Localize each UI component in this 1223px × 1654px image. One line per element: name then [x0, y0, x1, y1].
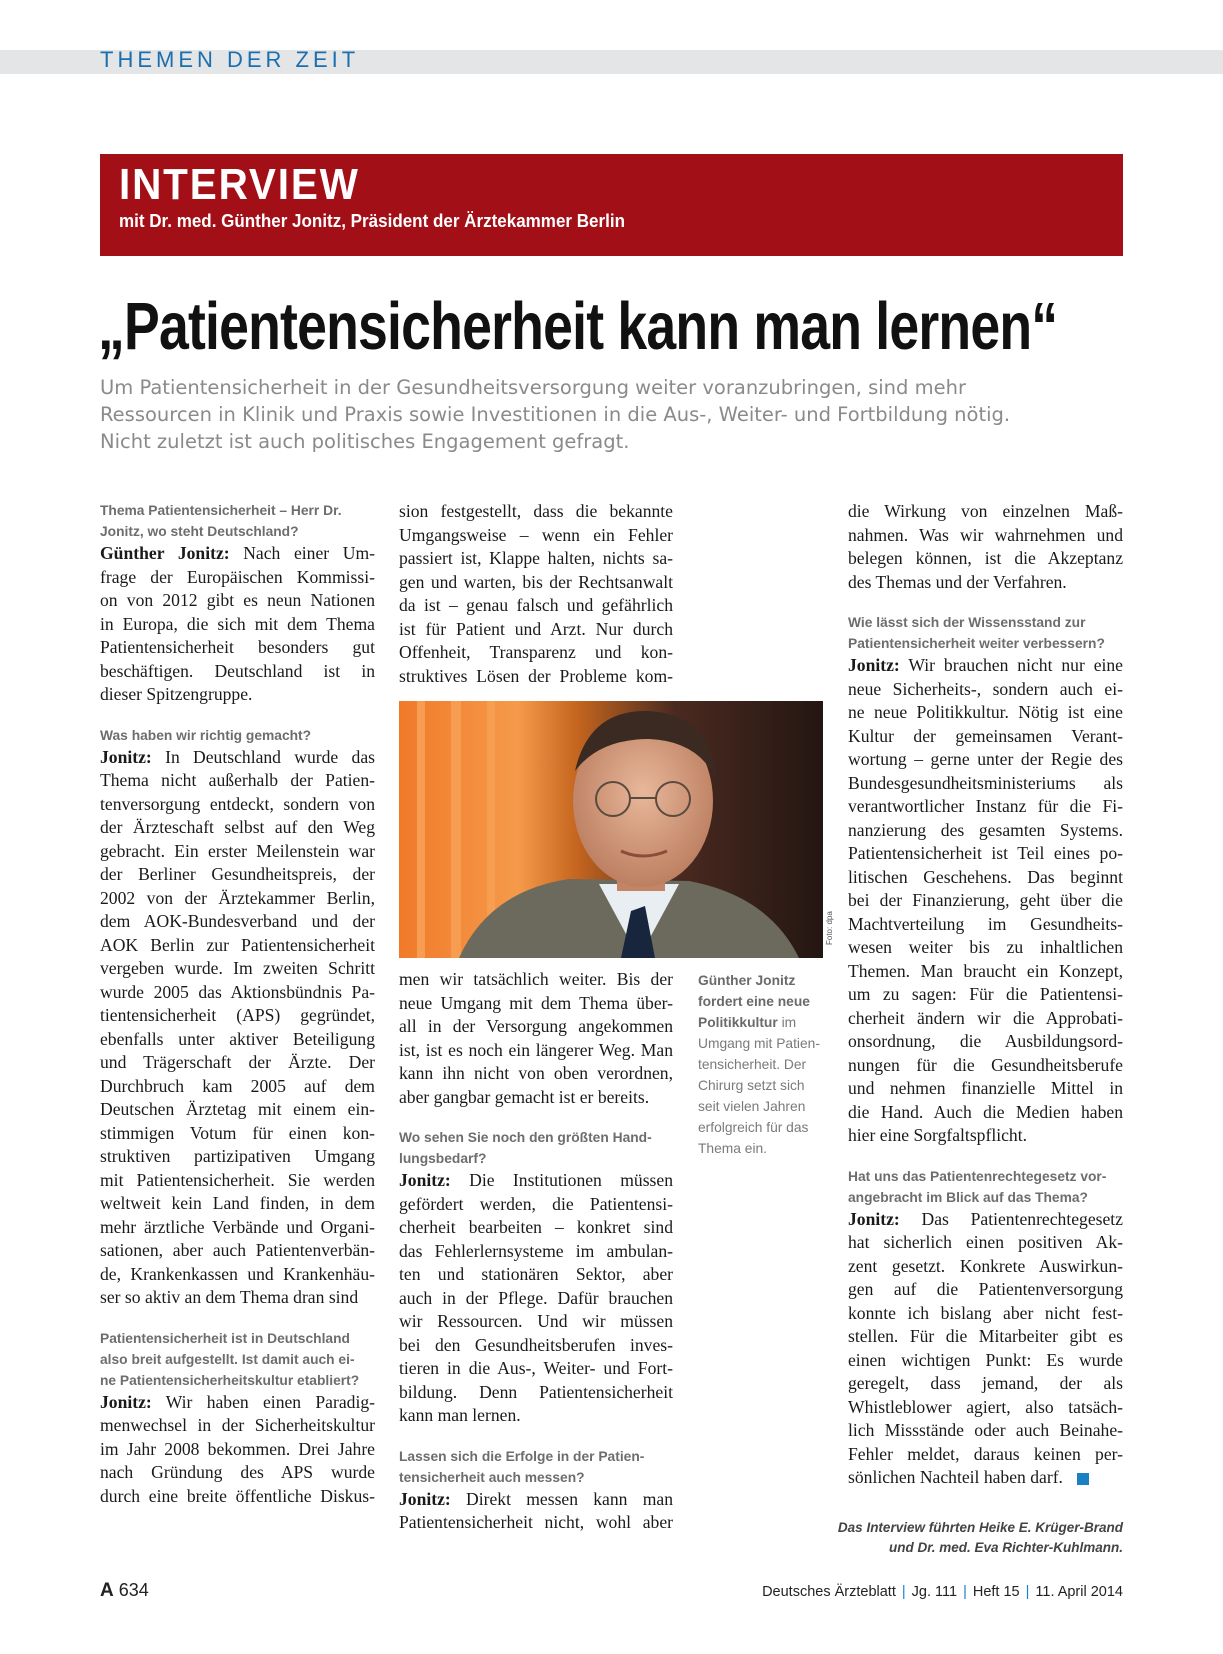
answer-7 [848, 1208, 1123, 1490]
question-4 [399, 1127, 673, 1169]
interview-credit [838, 1518, 1123, 1558]
answer-line: nanzierung des gesamten Systems. [848, 819, 1123, 840]
answer-line: tenversorgung entdeckt, sondern von [100, 793, 375, 814]
body-line: neue Umgang mit dem Thema über- [399, 992, 673, 1013]
banner-subtitle: mit Dr. med. Günther Jonitz, Präsident der Ärztekammer Berlin [119, 210, 625, 231]
answer-4 [399, 1169, 673, 1428]
answer-line: lich Missstände oder auch Beinahe- [848, 1420, 1123, 1440]
answer-line: auch in der Pflege. Dafür brauchen [399, 1287, 673, 1308]
body-line: nahmen. Was wir wahrnehmen und [848, 524, 1123, 545]
answer-line: wir Ressourcen. Und wir müssen [399, 1311, 673, 1331]
answer-line: bei der Finanzierung, geht über die [848, 890, 1123, 910]
answer-line: neue Sicherheits-, sondern auch ei- [848, 678, 1123, 699]
lead-paragraph [100, 374, 1100, 455]
answer-line: weltweit kein Land finden, in dem [100, 1193, 375, 1213]
question-1 [100, 500, 375, 542]
answer-line: dieser Spitzengruppe. [100, 684, 253, 704]
answer-line: 2002 von der Ärztekammer Berlin, [100, 887, 375, 908]
body-line: sion festgestellt, dass die bekannte [399, 501, 673, 521]
question-line: Hat uns das Patientenrechtegesetz vor- [848, 1168, 1107, 1184]
question-line: lungsbedarf? [399, 1151, 487, 1166]
answer-line: sationen, aber auch Patientenverbän- [100, 1240, 375, 1260]
caption-line: Chirurg setzt sich [698, 1078, 805, 1093]
column-1 [100, 500, 375, 1508]
question-line: ne Patientensicherheitskultur etabliert? [100, 1372, 360, 1388]
portrait-illustration [399, 701, 823, 958]
answer-line: frage der Europäischen Kommissi- [100, 566, 375, 587]
answer-line: im Jahr 2008 bekommen. Drei Jahre [100, 1438, 375, 1459]
answer-3 [100, 1391, 375, 1509]
journal-issue: Heft 15 [972, 1584, 1020, 1600]
answer-line: cherheit bearbeiten – konkret sind [399, 1217, 673, 1237]
answer-line: zent gesetzt. Konkrete Auswirkun- [848, 1255, 1123, 1276]
answer-line: und Trägerschaft der Ärzte. Der [100, 1052, 375, 1072]
answer-line: der Ärzteschaft selbst auf den Weg [100, 817, 375, 837]
answer-line: geregelt, dass jemand, der als [848, 1373, 1123, 1393]
answer-line: mit Patientensicherheit. Sie werden [100, 1169, 375, 1190]
journal-volume: Jg. 111 [911, 1584, 958, 1600]
answer-line: vergeben wurde. Im zweiten Schritt [100, 958, 375, 978]
answer-line: bildung. Denn Patientensicherheit [399, 1381, 673, 1402]
answer-line: wortung – gerne unter der Regie des [848, 749, 1123, 769]
answer-line: hat sicherlich einen positiven Ak- [848, 1232, 1123, 1252]
speaker-name: Jonitz: [848, 655, 900, 675]
answer-line: verantwortlicher Instanz für die Fi- [848, 796, 1123, 816]
answer-line: gebracht. Ein erster Meilenstein war [100, 840, 375, 861]
body-line: die Wirkung von einzelnen Maß- [848, 501, 1123, 521]
credit-line: Das Interview führten Heike E. Krüger-Brand [837, 1520, 1123, 1535]
body-line: da ist – genau falsch und gefährlich [399, 595, 673, 615]
column-3 [848, 500, 1123, 1490]
lead-line: Ressourcen in Klinik und Praxis sowie Investitionen in die Aus-, Weiter- und Fortbildung nötig. [100, 403, 1011, 426]
photo-caption [698, 970, 828, 1159]
answer-line: sönlichen Nachteil haben darf. [848, 1466, 1123, 1490]
speaker-name: Jonitz: [100, 746, 152, 767]
question-3 [100, 1328, 375, 1391]
body-line: des Themas und der Verfahren. [848, 571, 1067, 592]
answer-line: kann man lernen. [399, 1405, 521, 1425]
answer-line: ne neue Politikkultur. Nötig ist eine [848, 702, 1123, 722]
answer-line: Deutschen Ärztetag mit einem ein- [100, 1099, 375, 1119]
body-line: ist, ist es noch ein längerer Weg. Man [399, 1039, 673, 1060]
answer-line: on von 2012 gibt es neun Nationen [100, 590, 375, 610]
answer-line: Jonitz: Wir haben einen Paradig- [100, 1391, 375, 1412]
answer-line: hier eine Sorgfaltspflicht. [848, 1125, 1027, 1145]
question-6 [848, 612, 1123, 654]
answer-line: onsordnung, die Ausbildungsord- [848, 1031, 1123, 1051]
answer-line: Bundesgesundheitsministeriums als [848, 772, 1123, 793]
answer-line: beschäftigen. Deutschland ist in [100, 660, 375, 681]
answer-line: in Europa, die sich mit dem Thema [100, 613, 375, 634]
answer-line: nungen für die Gesundheitsberufe [848, 1054, 1123, 1075]
caption-line: tensicherheit. Der [698, 1057, 807, 1072]
interview-banner [100, 154, 1123, 256]
answer-line: Jonitz: In Deutschland wurde das [100, 746, 375, 767]
answer-1 [100, 542, 375, 707]
question-line: Was haben wir richtig gemacht? [100, 727, 312, 743]
caption-line: erfolgreich für das [698, 1120, 809, 1135]
answer-line: Thema nicht außerhalb der Patien- [100, 770, 375, 790]
headline: „Patientensicherheit kann man lernen“ [98, 289, 1058, 364]
answer-line: Jonitz: Wir brauchen nicht nur eine [848, 655, 1123, 675]
answer-line: Jonitz: Die Institutionen müssen [399, 1170, 673, 1190]
question-line: Wie lässt sich der Wissensstand zur [848, 615, 1086, 630]
answer-line: die Hand. Auch die Medien haben [848, 1101, 1123, 1122]
answer-5 [399, 1488, 673, 1535]
question-5 [399, 1446, 673, 1488]
body-line: Umgangsweise – wenn ein Fehler [399, 524, 673, 545]
body-line: belegen können, ist die Akzeptanz [848, 548, 1123, 568]
answer-line: ebenfalls unter aktiver Beteiligung [100, 1028, 375, 1049]
body-line: gen und warten, bis der Rechtsanwalt [399, 571, 673, 592]
speaker-name: Jonitz: [848, 1208, 900, 1229]
answer-line: konnte ich bislang aber nicht fest- [848, 1302, 1123, 1323]
answer-line: dem AOK-Bundesverband und der [100, 911, 375, 931]
answer-line: nach Gründung des APS wurde [100, 1462, 375, 1482]
question-line: Patientensicherheit weiter verbessern? [848, 636, 1105, 651]
body-line: passiert ist, Klappe halten, nichts sa- [399, 548, 673, 568]
answer-line: struktiven partizipativen Umgang [100, 1146, 375, 1166]
question-line: Lassen sich die Erfolge in der Patien- [399, 1448, 645, 1464]
answer-line: Fehler meldet, daraus keinen per- [848, 1443, 1123, 1464]
body-line: aber gangbar gemacht ist er bereits. [399, 1086, 650, 1107]
answer-line: tientensicherheit (APS) gegründet, [100, 1005, 375, 1025]
column-2-top [399, 500, 673, 688]
question-line: also breit aufgestellt. Ist damit auch ei- [100, 1351, 355, 1367]
caption-line: seit vielen Jahren [698, 1099, 806, 1114]
speaker-name: Jonitz: [399, 1170, 451, 1190]
answer-line: gen auf die Patientenversorgung [848, 1279, 1123, 1299]
answer-line: Patientensicherheit nicht, wohl aber [399, 1512, 673, 1532]
question-line: Thema Patientensicherheit – Herr Dr. [100, 503, 342, 518]
answer-line: Kultur der gemeinsamen Verant- [848, 725, 1123, 746]
end-square-icon [1077, 1473, 1089, 1485]
lead-line: Nicht zuletzt ist auch politisches Engagement gefragt. [100, 430, 630, 453]
question-line: angebracht im Blick auf das Thema? [848, 1189, 1088, 1205]
caption-line: Politikkultur im [698, 1015, 797, 1030]
photo-credit: Foto: dpa [825, 911, 834, 945]
answer-line: Günther Jonitz: Nach einer Um- [100, 543, 375, 563]
caption-line: Umgang mit Patien- [698, 1036, 820, 1051]
body-line: men wir tatsächlich weiter. Bis der [399, 969, 673, 989]
credit-line: und Dr. med. Eva Richter-Kuhlmann. [888, 1540, 1123, 1555]
answer-line: Patientensicherheit besonders gut [100, 637, 375, 657]
banner-title: INTERVIEW [119, 160, 360, 209]
answer-line: durch eine breite öffentliche Diskus- [100, 1485, 375, 1506]
body-line: kann ihn nicht von oben verordnen, [399, 1063, 673, 1083]
body-line: struktives Lösen der Probleme kom- [399, 665, 673, 686]
portrait-photo [399, 701, 823, 958]
body-line: Offenheit, Transparenz und kon- [399, 642, 673, 662]
answer-line: Patientensicherheit ist Teil eines po- [848, 843, 1123, 863]
answer-line: einen wichtigen Punkt: Es wurde [848, 1349, 1123, 1370]
question-7 [848, 1166, 1123, 1208]
question-line: Wo sehen Sie noch den größten Hand- [399, 1130, 652, 1145]
answer-6 [848, 654, 1123, 1148]
section-label: THEMEN DER ZEIT [100, 47, 360, 72]
journal-date: 11. April 2014 [1035, 1584, 1123, 1600]
answer-2 [100, 746, 375, 1310]
answer-line: und nehmen finanzielle Mittel in [848, 1078, 1123, 1098]
answer-line: cherheit ändern wir die Approbati- [848, 1007, 1123, 1028]
answer-line: wesen weiter bis zu inhaltlichen [848, 937, 1123, 957]
answer-line: Machtverteilung im Gesundheits- [848, 913, 1123, 934]
answer-line: litischen Geschehens. Das beginnt [848, 866, 1123, 887]
journal-name: Deutsches Ärzteblatt [762, 1584, 896, 1600]
column-2-bottom [399, 968, 673, 1535]
question-line: tensicherheit auch messen? [399, 1469, 585, 1485]
caption-line: fordert eine neue [698, 994, 810, 1009]
question-line: Jonitz, wo steht Deutschland? [100, 524, 299, 539]
answer-line: Jonitz: Direkt messen kann man [399, 1488, 673, 1509]
answer-line: bei den Gesundheitsberufen inves- [399, 1334, 673, 1355]
answer-line: menwechsel in der Sicherheitskultur [100, 1415, 375, 1435]
speaker-name: Jonitz: [100, 1391, 152, 1412]
answer-line: AOK Berlin zur Patientensicherheit [100, 934, 375, 955]
body-line: all in der Versorgung angekommen [399, 1016, 673, 1036]
caption-line: Günther Jonitz [698, 973, 796, 988]
journal-footer: Deutsches Ärzteblatt | Jg. 111 | Heft 15 | 11. April 2014 [762, 1584, 1123, 1600]
body-line: ist für Patient und Arzt. Nur durch [399, 618, 673, 639]
page-number: A 634 [100, 1580, 149, 1601]
answer-line: Whistleblower agiert, also tatsäch- [848, 1396, 1123, 1417]
answer-line: um zu sagen: Für die Patientensi- [848, 984, 1123, 1004]
answer-line: stellen. Für die Mitarbeiter gibt es [848, 1326, 1123, 1346]
answer-line: ten und stationären Sektor, aber [399, 1264, 673, 1284]
answer-line: wurde 2005 das Aktionsbündnis Pa- [100, 981, 375, 1002]
answer-line: de, Krankenkassen und Krankenhäu- [100, 1263, 375, 1284]
answer-line: Themen. Man braucht ein Konzept, [848, 960, 1123, 981]
caption-line: Thema ein. [698, 1141, 768, 1156]
question-2 [100, 725, 375, 746]
question-line: Patientensicherheit ist in Deutschland [100, 1330, 350, 1346]
speaker-name: Jonitz: [399, 1488, 451, 1509]
answer-line: das Fehlerlernsysteme im ambulan- [399, 1240, 673, 1261]
answer-line: mehr ärztliche Verbände und Organi- [100, 1216, 375, 1237]
lead-line: Um Patientensicherheit in der Gesundheitsversorgung weiter voranzubringen, sind mehr [100, 376, 966, 399]
answer-line: der Berliner Gesundheitspreis, der [100, 864, 375, 884]
answer-line: ser so aktiv an dem Thema dran sind [100, 1287, 359, 1307]
answer-line: Jonitz: Das Patientenrechtegesetz [848, 1208, 1123, 1229]
answer-line: Durchbruch kam 2005 auf dem [100, 1075, 375, 1096]
answer-line: stimmigen Votum für einen kon- [100, 1122, 375, 1143]
speaker-name: Günther Jonitz: [100, 543, 230, 563]
answer-line: tieren in die Aus-, Weiter- und Fort- [399, 1358, 673, 1378]
answer-line: gefördert werden, die Patientensi- [399, 1193, 673, 1214]
